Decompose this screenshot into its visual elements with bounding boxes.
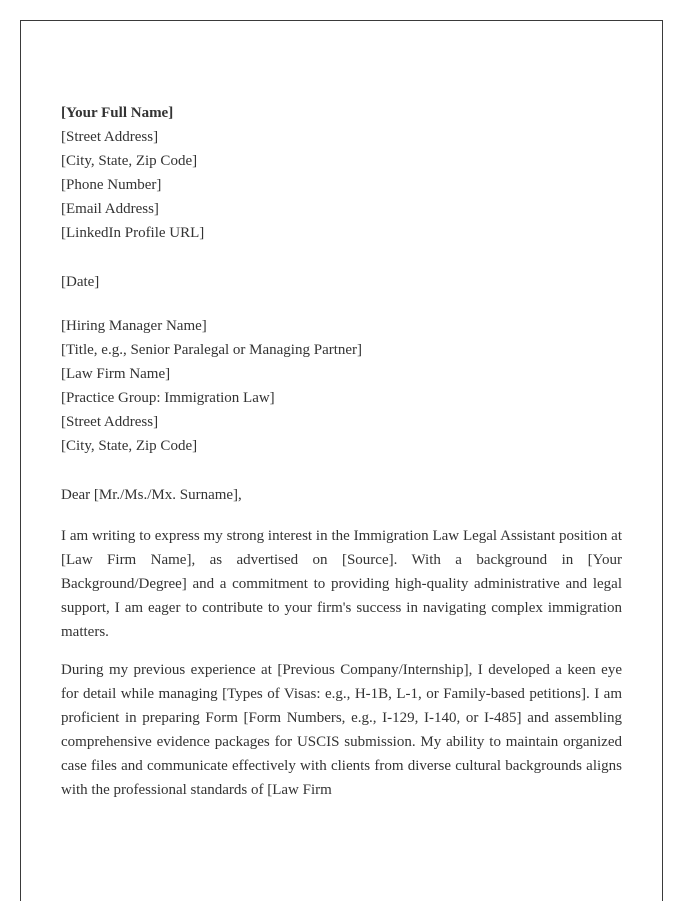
recipient-street: [Street Address] bbox=[61, 414, 159, 430]
recipient-block bbox=[61, 314, 622, 458]
sender-street: [Street Address] bbox=[61, 129, 159, 145]
recipient-practice-group: [Practice Group: Immigration Law] bbox=[61, 390, 275, 406]
letter-body bbox=[61, 524, 622, 802]
sender-phone: [Phone Number] bbox=[61, 177, 162, 193]
letter-date: [Date] bbox=[61, 274, 100, 290]
recipient-city: [City, State, Zip Code] bbox=[61, 438, 198, 454]
sender-name: [Your Full Name] bbox=[61, 105, 174, 121]
salutation: Dear [Mr./Ms./Mx. Surname], bbox=[61, 487, 242, 503]
sender-block bbox=[61, 101, 622, 245]
sender-linkedin: [LinkedIn Profile URL] bbox=[61, 225, 205, 241]
sender-city: [City, State, Zip Code] bbox=[61, 153, 198, 169]
sender-email: [Email Address] bbox=[61, 201, 159, 217]
recipient-title: [Title, e.g., Senior Paralegal or Managing Partner] bbox=[61, 342, 363, 358]
body-paragraph: During my previous experience at [Previous Company/Internship], I developed a keen eye for detail while managing [Types of Visas: e.g., H-1B, L-1, or Family-based petitions]. I am proficient in preparing Form [Form Numbers, e.g., I-129, I-140, or I-485] and assembling comprehensive evidence packages for USCIS submission. My ability to maintain organized case files and communicate effectively with clients from diverse cultural backgrounds aligns with the professional standards of [Law Firm bbox=[61, 662, 622, 798]
recipient-firm: [Law Firm Name] bbox=[61, 366, 171, 382]
body-paragraph: I am writing to express my strong interest in the Immigration Law Legal Assistant position at [Law Firm Name], as advertised on [Source]. With a background in [Your Background/Degree] and a commitment to providing high-quality administrative and legal support, I am eager to contribute to your firm's success in navigating complex immigration matters. bbox=[61, 528, 622, 640]
letter-page bbox=[20, 20, 663, 901]
letter-content bbox=[61, 101, 622, 802]
recipient-name: [Hiring Manager Name] bbox=[61, 318, 207, 334]
